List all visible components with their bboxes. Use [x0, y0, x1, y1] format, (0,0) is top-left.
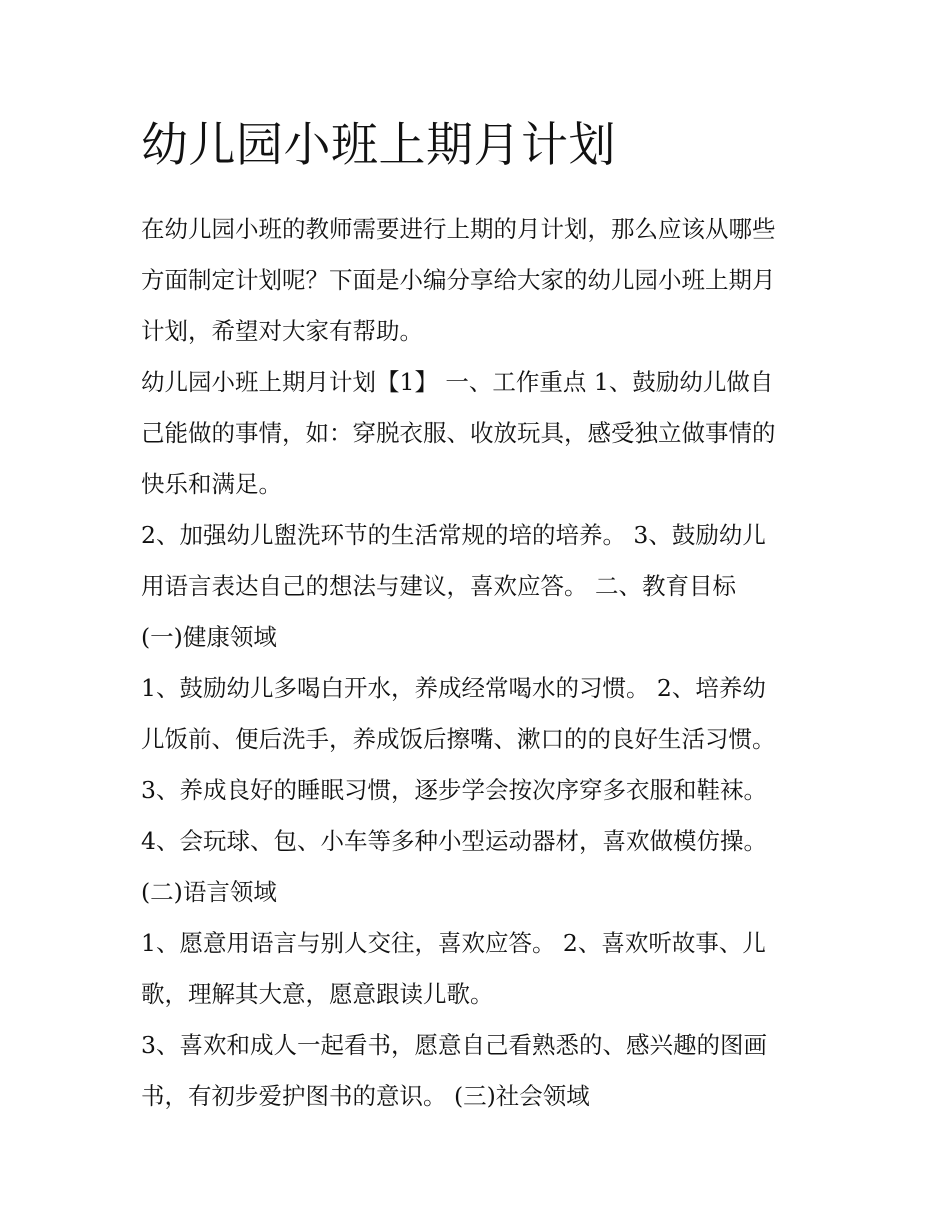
text-line: 快乐和满足。 [141, 470, 282, 498]
text-line: 2、加强幼儿盥洗环节的生活常规的培的培养。 3、鼓励幼儿 [141, 521, 766, 549]
text-line: 用语言表达自己的想法与建议，喜欢应答。 二、教育目标 [141, 572, 736, 600]
document-body [141, 112, 821, 1122]
text-line: 在幼儿园小班的教师需要进行上期的月计划，那么应该从哪些 [141, 215, 776, 243]
text-line: 计划，希望对大家有帮助。 [141, 317, 423, 345]
text-line: 1、愿意用语言与别人交往，喜欢应答。 2、喜欢听故事、儿 [141, 929, 766, 957]
text-line: 3、养成良好的睡眠习惯，逐步学会按次序穿多衣服和鞋袜。 [141, 776, 767, 804]
text-line: 3、喜欢和成人一起看书，愿意自己看熟悉的、感兴趣的图画 [141, 1031, 767, 1059]
document-text [141, 204, 821, 1122]
text-line: 1、鼓励幼儿多喝白开水，养成经常喝水的习惯。 2、培养幼 [141, 674, 766, 702]
section-heading: (二)语言领域 [141, 878, 277, 906]
text-line: 歌，理解其大意，愿意跟读儿歌。 [141, 980, 494, 1008]
text-line: 书，有初步爱护图书的意识。 (三)社会领域 [141, 1082, 590, 1110]
text-line: 4、会玩球、包、小车等多种小型运动器材，喜欢做模仿操。 [141, 827, 767, 855]
section-heading: (一)健康领域 [141, 623, 277, 651]
document-title: 幼儿园小班上期月计划 [141, 118, 616, 173]
text-line: 幼儿园小班上期月计划【1】 一、工作重点 1、鼓励幼儿做自 [141, 368, 774, 396]
text-line: 儿饭前、便后洗手，养成饭后擦嘴、漱口的的良好生活习惯。 [141, 725, 776, 753]
text-line: 方面制定计划呢？下面是小编分享给大家的幼儿园小班上期月 [141, 266, 776, 294]
text-line: 己能做的事情，如：穿脱衣服、收放玩具，感受独立做事情的 [141, 419, 776, 447]
